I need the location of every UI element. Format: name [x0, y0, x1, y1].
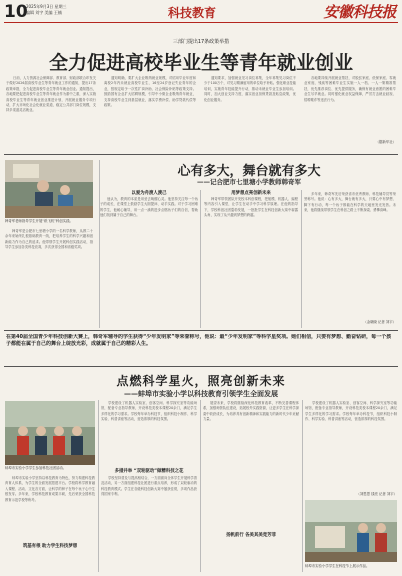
header-rule: [4, 22, 398, 23]
section-divider: [4, 154, 398, 155]
article3-column-2: 学校建设了机器人实验室、创客空间、科学探究室等功能场馆，配备专业指导教师，开设科技类校本课程20余门，满足学生多样化的学习需求。学校每年举办科技节，组织科技小制作、科学实验、科普讲座等活动，营造浓厚的科技氛围。: [101, 401, 197, 422]
article3-subhead-2: 多措并举 “双轮驱动”做精科技之花: [114, 469, 184, 474]
article3-headline: 点燃科学星火，照亮创新未来: [116, 374, 286, 388]
article2-photo-caption: 韩奇军老师指导学生开展“纸飞机”科创实践。: [5, 219, 73, 223]
editor-credits: 编辑 刘宇 美编 王楠: [26, 10, 62, 15]
column-separator: [301, 190, 302, 328]
page-number: 10: [4, 2, 28, 22]
article2-column-4: 多年来，韩奇军先后荣获省市优秀教师、科技辅导员等荣誉称号。他说：心有多大，舞台就有多大，只要心中有梦想、脚下有行动，每一个孩子都能在科学的天地里发光发热。未来，他将继续带领学生在科创之路上不断探索、勇攀高峰。: [304, 192, 396, 213]
article1-column-1: 日前，人力资源社会保障部、教育部、财政部联合印发关于做好2026届高校毕业生等青年就业工作的通知，提出17条政策举措，全力促进高校毕业生等青年就业创业。通知提出，各地要把促进高校毕业生等青年就业作为重中之重，深入实施高校毕业生等青年就业创业推进计划，开展就业服务专项行动，扩大市场化社会化就业渠道，稳定公共部门岗位规模，支持多渠道灵活就业。: [6, 76, 96, 113]
column-separator: [99, 160, 100, 328]
article2-subheadline: ——记合肥市七里塘小学教师韩奇军: [197, 178, 301, 186]
quote-top-rule: [4, 330, 398, 331]
article2-subhead-2: 用梦想点亮创新未来: [231, 191, 271, 196]
article3-photo1-caption: 蚌埠市实验小学学生参加科技社团活动。: [5, 466, 67, 470]
pull-quote: 在第40届全国青少年科技创新大赛上，韩奇军辅导的学生获得“少年发明家”等荣誉称号，他说：最“少年发明家”等科学星奖项。她们相信，只要有梦想、勤奋钻研，每一个孩子都能在属于自己的舞台上绽放光彩，成就属于自己的精彩人生。: [6, 334, 392, 347]
article2-column-2: 他认为，教育的本质是用爱去唤醒心灵。他坚持关注每一个孩子的成长，在课堂上鼓励学生大胆提问、动手实践。对于学习困难的学生，他耐心辅导，用一点一滴的进步点燃孩子们的自信，帮助他们找到属于自己的舞台。: [100, 197, 198, 218]
article1-kicker: 三部门提出17条政策举措: [172, 39, 230, 45]
article1-column-2: 通知明确，要扩大企业吸纳就业规模，对招用毕业年度和离校2年内未就业高校毕业生、16至24岁登记失业青年的企业，按规定给予一次性扩岗补助、社会保险补贴等政策支持。鼓励国有企业扩大招聘规模，引导中小微企业吸纳青年就业，支持高校毕业生到基层就业，落实学费补偿、助学贷款代偿等政策。: [104, 76, 196, 108]
article2-column-1: 韩奇军是合肥市七里塘小学的一名科学教师，从教二十余年来始终扎根基础教育一线，把培养学生的科学兴趣和创新能力作为自己的追求。他带领学生开展科创实践活动，指导学生参加各类科技竞赛，多次获得全国和省级奖项。: [5, 229, 93, 250]
issue-date: 2025年9月3日 星期三: [26, 4, 67, 9]
article3-subheadline: ——蚌埠市实验小学以科技教育引领学生全面发展: [124, 390, 278, 398]
column-separator: [302, 400, 303, 572]
article1-headline: 全力促进高校毕业生等青年就业创业: [48, 52, 353, 74]
article3-column-3: 学校坚持普及与提高相结合，一方面面向全体学生开展科学普及活动，另一方面组建科技社团进行重点培养，形成了双轮驱动的科技教育模式。学生在各级科技创新大赛中屡获佳绩，多项作品获得国家专利。: [101, 476, 197, 497]
article1-source: （据新华社）: [375, 140, 396, 144]
article3-column-5: 学校建设了机器人实验室、创客空间、科学探究室等功能场馆，配备专业指导教师，开设科技类校本课程20余门，满足学生多样化的学习需求。学校每年举办科技节，组织科技小制作、科学实验、科普讲座等活动，营造浓厚的科技氛围。: [305, 401, 397, 422]
article2-subhead-1: 以爱为舟渡人渡己: [131, 191, 167, 196]
article2-headline: 心有多大，舞台就有多大: [177, 164, 321, 179]
science-fair-photo: [305, 500, 397, 562]
article3-source: （刘思思 钱亮 记者 刘宇）: [356, 492, 397, 496]
column-separator: [200, 400, 201, 572]
quote-bottom-rule: [4, 366, 398, 367]
column-separator: [98, 400, 99, 572]
article1-column-3: 通知要求，加强就业见习岗位募集，全年募集见习岗位不少于100万个，对见习期满留用的单位给予补贴。强化职业技能培训，实施青年技能提升行动，推动未就业毕业生参加培训。同时，加大创业支持力度，落实创业担保贷款及贴息政策，优化创业服务。: [204, 76, 296, 102]
section-title: 科技教育: [168, 6, 217, 20]
article3-column-1: 蚌埠市实验小学坚持以科技教育为特色，努力构建科技教育育人体系，为学生的全面发展搭建平台。学校将科学教育融入课程、活动、文化各方面，让科学的种子在每个孩子心中生根发芽。多年来，学校科技教育成果丰硕，先后荣获全国科技教育示范学校等称号。: [5, 476, 95, 502]
article1-column-4: 各地要持续开展就业帮扶，对脱贫家庭、低保家庭、零就业家庭、残疾等困难毕业生实施一人一档、一人一策精准帮扶，优先推荐岗位、优先提供服务，确保有就业意愿的困难毕业生尽早就业。同时强化就业权益保障，严厉打击就业歧视、招聘欺诈等违法行为。: [304, 76, 396, 102]
column-separator: [200, 190, 201, 328]
article3-column-4: 展望未来，学校将继续深化科技教育改革，不断完善课程体系，加强师资队伍建设，拓展校外实践资源，让更多学生在科学探索中收获成长，为培养具有创新精神和实践能力的新时代少年贡献力量。: [203, 401, 299, 422]
article3-photo2-caption: 蚌埠市实验小学学生在科技节上展示作品。: [305, 564, 370, 568]
article3-subhead-1: 筑基有根 助力学生科技梦想: [22, 544, 78, 549]
article2-column-3: 韩奇军带领团队开发校本科创课程，把航模、机器人、编程等内容引入课堂，让学生在动手中学习科学原理。在他的指导下，学校科创社团蓬勃发展，一批批学生在科技创新大赛中崭露头角，实现了从兴趣到梦想的跨越。: [204, 197, 298, 218]
teacher-photo: [5, 160, 93, 218]
newspaper-logo: 安徽科技报: [323, 3, 396, 21]
article3-subhead-3: 扬帆前行 各美其美竞芳菲: [226, 533, 276, 538]
students-activity-photo: [5, 401, 95, 465]
article2-source: （金晓晓 记者 刘宇）: [363, 320, 396, 324]
